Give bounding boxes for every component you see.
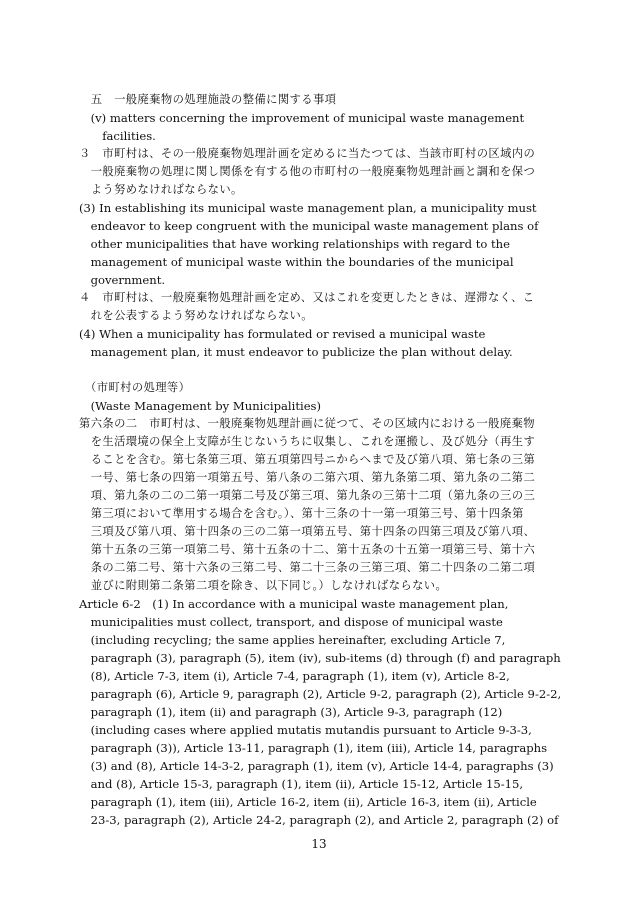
text-line: and (8), Article 15-3, paragraph (1), item (ii), Article 15-12, Article 15-15, — [79, 777, 524, 791]
text-line: 五 一般廃棄物の処理施設の整備に関する事項 — [79, 93, 337, 106]
text-line: paragraph (3), paragraph (5), item (iv), sub-items (d) through (f) and paragraph — [79, 651, 561, 665]
text-line: endeavor to keep congruent with the municipal waste management plans of — [79, 219, 539, 233]
text-line: paragraph (6), Article 9, paragraph (2), Article 9-2, paragraph (2), Article 9-2-2, — [79, 687, 562, 701]
text-line: 並びに附則第二条第二項を除き、以下同じ。）しなければならない。 — [79, 579, 448, 592]
text-line: を生活環境の保全上支障が生じないうちに収集し、これを運搬し、及び処分（再生す — [79, 435, 536, 448]
text-line: 一号、第七条の四第一項第五号、第八条の二第六項、第九条第二項、第九条の二第二 — [79, 471, 536, 484]
text-line: ４ 市町村は、一般廃棄物処理計画を定め、又はこれを変更したときは、遅滞なく、こ — [79, 291, 535, 304]
text-line: paragraph (1), item (ii) and paragraph (3), Article 9-3, paragraph (12) — [79, 705, 503, 719]
text-line: government. — [79, 273, 166, 287]
section-caption: (Waste Management by Municipalities) — [79, 399, 322, 413]
text-line: (8), Article 7-3, item (i), Article 7-4, paragraph (1), item (v), Article 8-2, — [79, 669, 510, 683]
page-number: 13 — [311, 837, 327, 851]
text-line: 項、第九条の二の二第一項第二号及び第三項、第九条の三第十二項（第九条の三の三 — [79, 489, 536, 502]
text-line: (v) matters concerning the improvement of municipal waste management — [79, 111, 525, 125]
text-line: よう努めなければならない。 — [79, 183, 243, 196]
text-line: management plan, it must endeavor to publicize the plan without delay. — [79, 345, 513, 359]
text-line: (including cases where applied mutatis mutandis pursuant to Article 9-3-3, — [79, 723, 532, 737]
text-line: 第六条の二 市町村は、一般廃棄物処理計画に従つて、その区域内における一般廃棄物 — [79, 417, 535, 430]
text-line: 23-3, paragraph (2), Article 24-2, paragraph (2), and Article 2, paragraph (2) of — [79, 813, 559, 827]
blank-line — [79, 361, 569, 379]
section-caption: （市町村の処理等） — [79, 381, 191, 394]
text-line: (4) When a municipality has formulated or revised a municipal waste — [79, 327, 486, 341]
text-line: 第十五条の三第一項第二号、第十五条の十二、第十五条の十五第一項第三号、第十六 — [79, 543, 536, 556]
text-line: (including recycling; the same applies hereinafter, excluding Article 7, — [79, 633, 506, 647]
text-line: 一般廃棄物の処理に関し関係を有する他の市町村の一般廃棄物処理計画と調和を保つ — [79, 165, 536, 178]
text-line: れを公表するよう努めなければならない。 — [79, 309, 313, 322]
text-line: 条の二第二号、第十六条の三第二号、第二十三条の三第三項、第二十四条の二第二項 — [79, 561, 536, 574]
text-line: ３ 市町村は、その一般廃棄物処理計画を定めるに当たつては、当該市町村の区域内の — [79, 147, 536, 160]
text-line: paragraph (1), item (iii), Article 16-2, item (ii), Article 16-3, item (ii), Article — [79, 795, 537, 809]
text-line: municipalities must collect, transport, and dispose of municipal waste — [79, 615, 503, 629]
text-line: paragraph (3)), Article 13-11, paragraph (1), item (iii), Article 14, paragraphs — [79, 741, 548, 755]
text-line: 三項及び第八項、第十四条の三の二第一項第五号、第十四条の四第三項及び第八項、 — [79, 525, 536, 538]
text-line: (3) In establishing its municipal waste management plan, a municipality must — [79, 201, 537, 215]
text-line: management of municipal waste within the boundaries of the municipal — [79, 255, 514, 269]
document-body — [79, 91, 569, 829]
text-line: ることを含む。第七条第三項、第五項第四号ニからへまで及び第八項、第七条の三第 — [79, 453, 536, 466]
text-line: facilities. — [79, 129, 156, 143]
text-line: other municipalities that have working relationships with regard to the — [79, 237, 511, 251]
text-line: (3) and (8), Article 14-3-2, paragraph (1), item (v), Article 14-4, paragraphs (3) — [79, 759, 554, 773]
text-line: Article 6-2 (1) In accordance with a municipal waste management plan, — [79, 597, 509, 611]
text-line: 第三項において準用する場合を含む。）、第十三条の十一第一項第三号、第十四条第 — [79, 507, 524, 520]
